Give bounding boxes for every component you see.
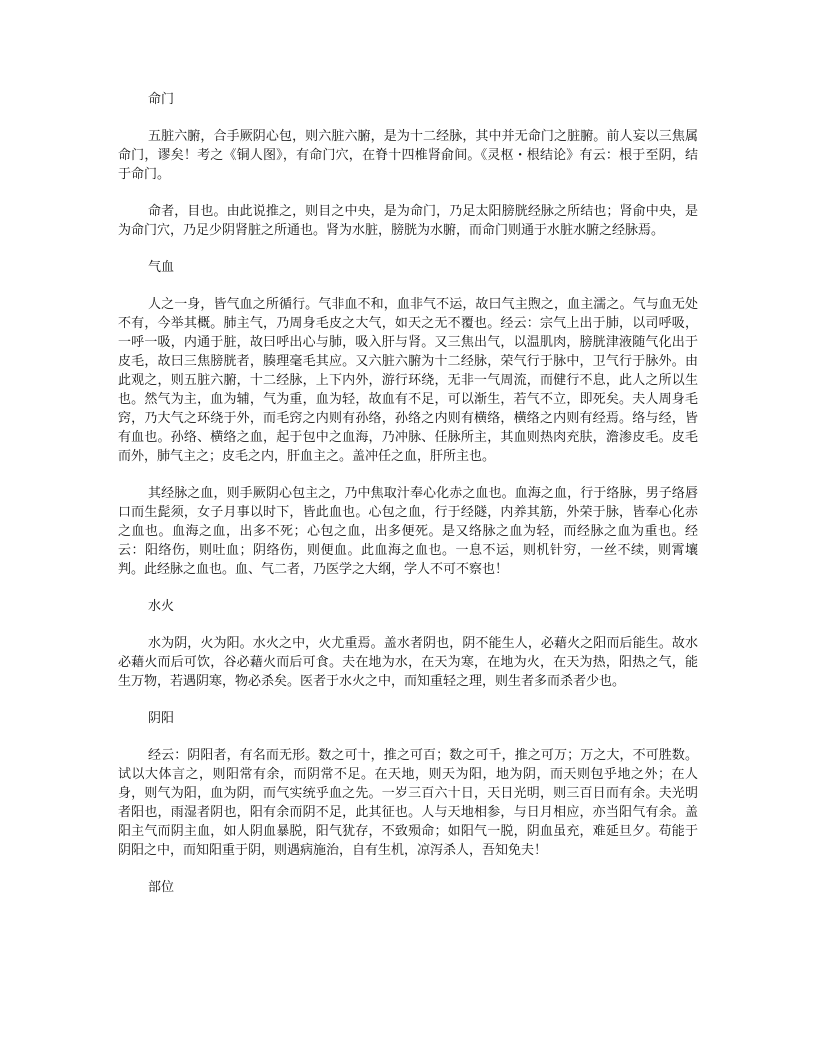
document-body bbox=[118, 90, 698, 915]
section-shuihuo bbox=[118, 597, 698, 691]
paragraph: 五脏六腑，合手厥阴心包，则六脏六腑，是为十二经脉，其中并无命门之脏腑。前人妄以三焦属命门，谬矣！考之《铜人图》，有命门穴，在脊十四椎肾俞间。《灵枢・根结论》有云：根于至阴，结于命门。 bbox=[118, 129, 698, 182]
section-yinyang bbox=[118, 709, 698, 860]
section-heading: 命门 bbox=[148, 92, 175, 107]
section-heading: 部位 bbox=[148, 880, 175, 895]
paragraph: 命者，目也。由此说推之，则目之中央，是为命门，乃足太阳膀胱经脉之所结也；肾俞中央，是为命门穴，乃足少阴肾脏之所通也。肾为水脏，膀胱为水腑，而命门则通于水脏水腑之经脉焉。 bbox=[118, 204, 698, 238]
section-mingmen bbox=[118, 90, 698, 240]
paragraph: 其经脉之血，则手厥阴心包主之，乃中焦取汁奉心化赤之血也。血海之血，行于络脉，男子络唇口而生髭须，女子月事以时下，皆此血也。心包之血，行于经隧，内养其筋，外荣于脉，皆奉心化赤之血也。血海之血，出多不死；心包之血，出多便死。是又络脉之血为轻，而经脉之血为重也。经云：阳络伤，则吐血；阴络伤，则便血。此血海之血也。一息不运，则机针穷，一丝不续，则霄壤判。此经脉之血也。血、气二者，乃医学之大纲，学人不可不察也！ bbox=[118, 486, 698, 577]
section-heading: 水火 bbox=[148, 599, 175, 614]
section-buwei bbox=[118, 878, 698, 897]
section-heading: 阴阳 bbox=[148, 711, 175, 726]
section-qixue bbox=[118, 258, 698, 579]
paragraph: 人之一身，皆气血之所循行。气非血不和，血非气不运，故曰气主煦之，血主濡之。气与血无处不有，今举其概。肺主气，乃周身毛皮之大气，如天之无不覆也。经云：宗气上出于肺，以司呼吸，一呼一吸，内通于脏，故曰呼出心与肺，吸入肝与肾。又三焦出气，以温肌肉，膀胱津液随气化出于皮毛，故曰三焦膀胱者，腠理毫毛其应。又六脏六腑为十二经脉，荣气行于脉中，卫气行于脉外。由此观之，则五脏六腑，十二经脉，上下内外，游行环绕，无非一气周流，而健行不息，此人之所以生也。然气为主，血为辅，气为重，血为轻，故血有不足，可以渐生，若气不立，即死矣。夫人周身毛窍，乃大气之环绕于外，而毛窍之内则有孙络，孙络之内则有横络，横络之内则有经焉。络与经，皆有血也。孙络、横络之血，起于包中之血海，乃冲脉、任脉所主，其血则热肉充肤，澹渗皮毛。皮毛而外，肺气主之；皮毛之内，肝血主之。盖冲任之血，肝所主也。 bbox=[118, 297, 698, 464]
paragraph: 水为阴，火为阳。水火之中，火尤重焉。盖水者阴也，阴不能生人，必藉火之阳而后能生。故水必藉火而后可饮，谷必藉火而后可食。夫在地为水，在天为寒，在地为火，在天为热，阳热之气，能生万物，若遇阴寒，物必杀矣。医者于水火之中，而知重轻之理，则生者多而杀者少也。 bbox=[118, 636, 698, 689]
paragraph: 经云：阴阳者，有名而无形。数之可十，推之可百；数之可千，推之可万；万之大，不可胜数。试以大体言之，则阳常有余，而阴常不足。在天地，则天为阳，地为阴，而天则包乎地之外；在人身，则气为阳，血为阴，而气实统乎血之先。一岁三百六十日，天日光明，则三百日而有余。夫光明者阳也，雨湿者阴也，阳有余而阴不足，此其征也。人与天地相参，与日月相应，亦当阳气有余。盖阳主气而阴主血，如人阴血暴脱，阳气犹存，不致殒命；如阳气一脱，阴血虽充，难延旦夕。苟能于阴阳之中，而知阳重于阴，则遇病施治，自有生机，凉泻杀人，吾知免夫！ bbox=[118, 748, 698, 858]
section-heading: 气血 bbox=[148, 260, 175, 275]
